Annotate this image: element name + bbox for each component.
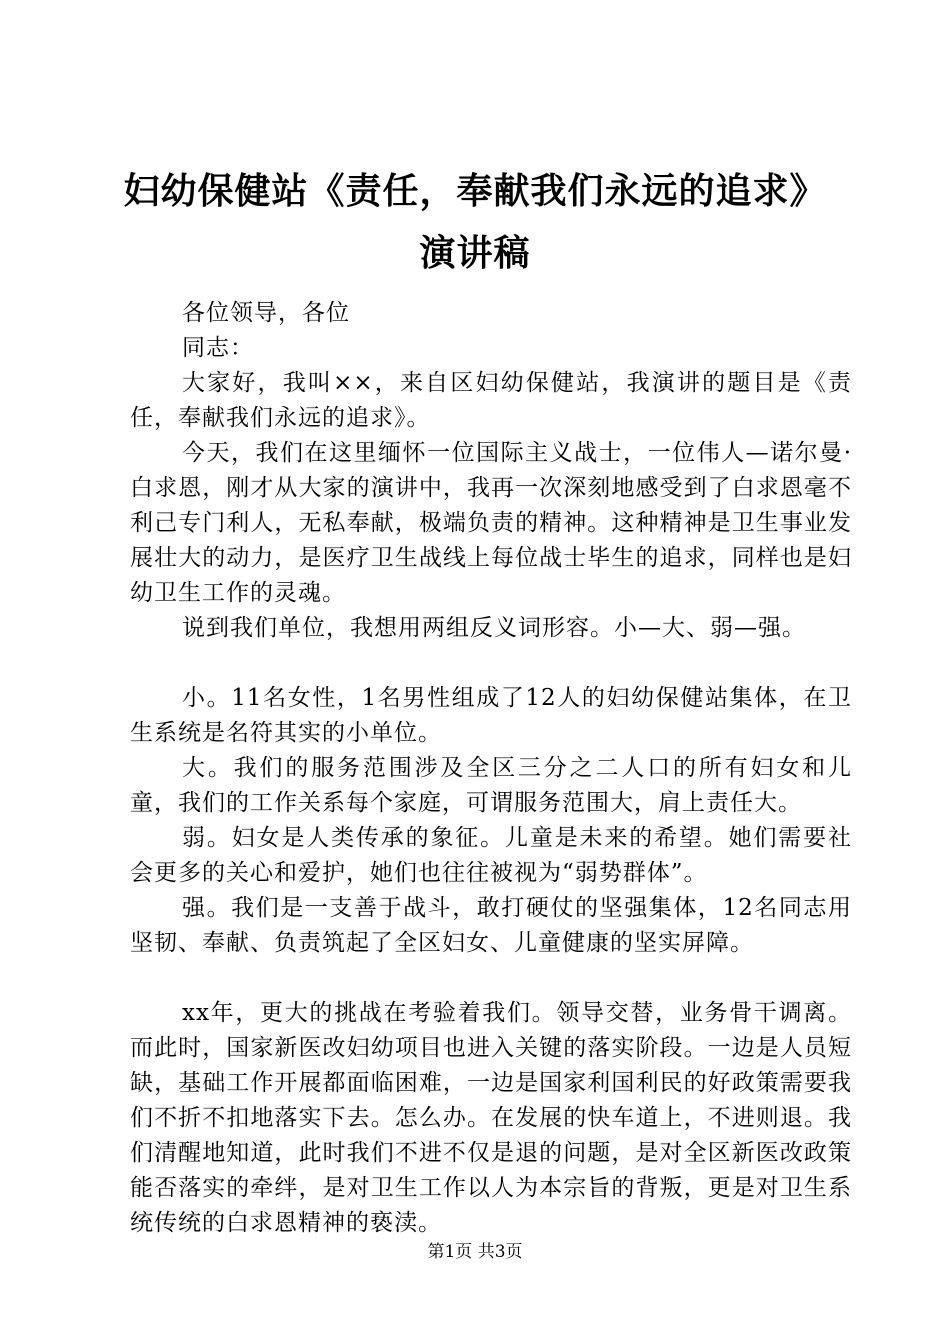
salutation-line-2: 同志： (182, 335, 254, 361)
paragraph-strong: 强。我们是一支善于战斗，敢打硬仗的坚强集体，12名同志用坚韧、奉献、负责筑起了全区妇女、儿童健康的坚实屏障。 (130, 895, 852, 956)
paragraph-bethune: 今天，我们在这里缅怀一位国际主义战士，一位伟人—诺尔曼·白求恩，刚才从大家的演讲中，我再一次深刻地感受到了白求恩毫不利己专门利人，无私奉献，极端负责的精神。这种精神是卫生事业发展壮大的动力，是医疗卫生战线上每位战士毕生的追求，同样也是妇幼卫生工作的灵魂。 (130, 440, 852, 606)
document-body (130, 296, 852, 1241)
document-title: 妇幼保健站《责任，奉献我们永远的追求》演讲稿 (123, 170, 827, 274)
paragraph-small: 小。11名女性，1名男性组成了12人的妇幼保健站集体，在卫生系统是名符其实的小单位。 (130, 685, 852, 746)
page-number-footer: 第1页 共3页 (427, 1242, 523, 1262)
paragraph-antonyms: 说到我们单位，我想用两组反义词形容。小—大、弱—强。 (182, 615, 806, 641)
paragraph-challenge: xx年，更大的挑战在考验着我们。领导交替，业务骨干调离。而此时，国家新医改妇幼项目也进入关键的落实阶段。一边是人员短缺，基础工作开展都面临困难，一边是国家利国利民的好政策需要我们不折不扣地落实下去。怎么办。在发展的快车道上，不进则退。我们清醒地知道，此时我们不进不仅是退的问题，是对全区新医改政策能否落实的牵绊，是对卫生工作以人为本宗旨的背叛，更是对卫生系统传统的白求恩精神的亵渎。 (130, 1000, 852, 1236)
paragraph-big: 大。我们的服务范围涉及全区三分之二人口的所有妇女和儿童，我们的工作关系每个家庭，可谓服务范围大，肩上责任大。 (130, 755, 852, 816)
paragraph-weak: 弱。妇女是人类传承的象征。儿童是未来的希望。她们需要社会更多的关心和爱护，她们也往往被视为“弱势群体”。 (130, 825, 852, 886)
paragraph-greeting: 大家好，我叫××，来自区妇幼保健站，我演讲的题目是《责任，奉献我们永远的追求》。 (130, 370, 852, 431)
salutation-line-1: 各位领导，各位 (182, 300, 350, 326)
